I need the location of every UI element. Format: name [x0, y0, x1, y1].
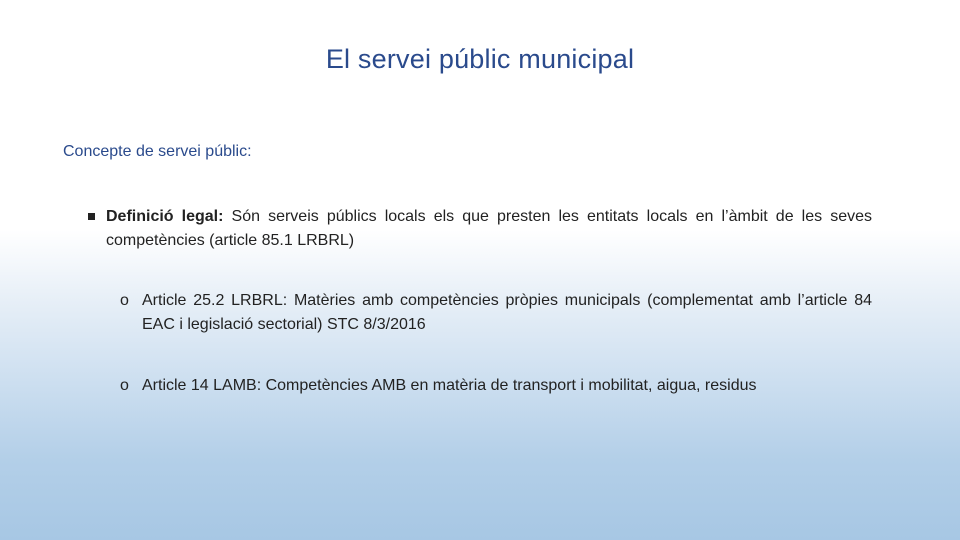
sub-item-text: Article 25.2 LRBRL: Matèries amb competències pròpies municipals (complementat amb l’article 84 EAC i legislació sectorial) STC 8/3/2016 — [142, 292, 872, 333]
sub-item-article-14 — [120, 374, 872, 398]
bullet-body: Són serveis públics locals els que presten les entitats locals en l’àmbit de les seves competències (article 85.1 LRBRL) — [106, 208, 873, 249]
bullet-label: Definició legal: — [106, 208, 224, 225]
sub-item-text: Article 14 LAMB: Competències AMB en matèria de transport i mobilitat, aigua, residus — [142, 377, 757, 394]
circle-bullet-icon: o — [120, 377, 129, 394]
sub-item-article-25 — [120, 289, 872, 337]
square-bullet-icon — [88, 213, 95, 220]
slide-title: El servei públic municipal — [325, 44, 635, 74]
bullet-text — [106, 205, 872, 253]
circle-bullet-icon: o — [120, 292, 129, 309]
bullet-definicio-legal — [88, 205, 872, 253]
section-heading: Concepte de servei públic: — [63, 143, 252, 160]
